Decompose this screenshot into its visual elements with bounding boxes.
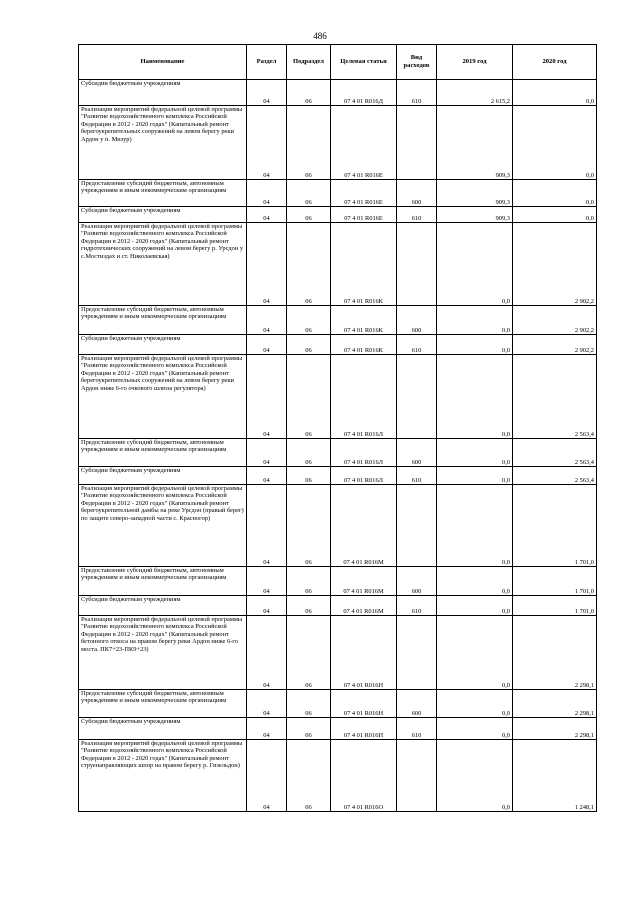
row-name: Реализация мероприятий федеральной целевой программы "Развитие водохозяйственного комплекса Российской Федерации в 2012 - 2020 годах" (Капитальный ремонт берегоукрепительных сооружений на левом берегу реки Ардон ниже 6-го очкового шлюза регулятора)	[79, 355, 247, 439]
row-section: 04	[247, 690, 287, 718]
row-2020: 2 563,4	[513, 439, 597, 467]
row-kind: 610	[397, 596, 437, 616]
row-2019: 909,3	[437, 207, 513, 223]
row-2019: 0,0	[437, 718, 513, 740]
row-kind: 610	[397, 467, 437, 485]
row-kind: 600	[397, 690, 437, 718]
row-name: Предоставление субсидий бюджетным, автономным учреждениям и иным некоммерческим организациям	[79, 439, 247, 467]
row-subsection: 06	[287, 718, 331, 740]
row-2020: 1 701,0	[513, 596, 597, 616]
row-2020: 2 298,1	[513, 718, 597, 740]
row-kind: 610	[397, 207, 437, 223]
row-name: Реализация мероприятий федеральной целевой программы "Развитие водохозяйственного комплекса Российской Федерации в 2012 - 2020 годах" (Капитальный ремонт берегоукрепительной дамбы на реке Урсдон (правый берег) по защите северо-западной части с. Красногор)	[79, 485, 247, 567]
row-2019: 909,3	[437, 180, 513, 207]
row-target: 07 4 01 R016М	[331, 485, 397, 567]
table-row	[79, 740, 597, 812]
row-kind	[397, 740, 437, 812]
header-target: Целевая статья	[331, 45, 397, 80]
row-kind	[397, 106, 437, 180]
row-subsection: 06	[287, 467, 331, 485]
row-subsection: 06	[287, 616, 331, 690]
row-name: Субсидии бюджетным учреждениям	[79, 207, 247, 223]
budget-table	[78, 44, 597, 812]
row-kind: 600	[397, 439, 437, 467]
row-2019: 0,0	[437, 567, 513, 596]
row-name: Субсидии бюджетным учреждениям	[79, 596, 247, 616]
page-number: 486	[313, 31, 327, 41]
row-target: 07 4 01 R016Е	[331, 180, 397, 207]
row-kind: 600	[397, 567, 437, 596]
row-2020: 1 248,1	[513, 740, 597, 812]
row-2019: 0,0	[437, 439, 513, 467]
row-subsection: 06	[287, 306, 331, 335]
row-subsection: 06	[287, 335, 331, 355]
row-subsection: 06	[287, 567, 331, 596]
table-row	[79, 80, 597, 106]
row-target: 07 4 01 R016К	[331, 335, 397, 355]
row-name: Реализация мероприятий федеральной целевой программы "Развитие водохозяйственного комплекса Российской Федерации в 2012 - 2020 годах" (Капитальный ремонт берегоукрепительных сооружений на левом берегу реки Ардон у п. Мизур)	[79, 106, 247, 180]
row-2020: 2 298,1	[513, 690, 597, 718]
row-2020: 2 902,2	[513, 335, 597, 355]
row-section: 04	[247, 439, 287, 467]
row-name: Реализация мероприятий федеральной целевой программы "Развитие водохозяйственного комплекса Российской Федерации в 2012 - 2020 годах" (Капитальный ремонт бетонного откоса на правом берегу реки Ардон ниже 6-го моста. ПК7+23-ПК9+23)	[79, 616, 247, 690]
row-2020: 2 298,1	[513, 616, 597, 690]
row-name: Реализация мероприятий федеральной целевой программы "Развитие водохозяйственного комплекса Российской Федерации в 2012 - 2020 годах" (Капитальный ремонт гидротехнических сооружений на левом берегу р. Урсдон у с.Мостиздах и ст. Николаевская)	[79, 223, 247, 306]
row-target: 07 4 01 R016Е	[331, 106, 397, 180]
table-row	[79, 180, 597, 207]
table-row	[79, 306, 597, 335]
table-row	[79, 616, 597, 690]
row-subsection: 06	[287, 355, 331, 439]
header-2019: 2019 год	[437, 45, 513, 80]
table-row	[79, 335, 597, 355]
row-section: 04	[247, 718, 287, 740]
row-kind: 600	[397, 180, 437, 207]
row-kind	[397, 223, 437, 306]
row-section: 04	[247, 485, 287, 567]
row-2019: 0,0	[437, 690, 513, 718]
table-row	[79, 106, 597, 180]
table-row	[79, 207, 597, 223]
row-kind: 600	[397, 306, 437, 335]
row-2020: 0,0	[513, 180, 597, 207]
row-2019: 0,0	[437, 335, 513, 355]
row-kind	[397, 485, 437, 567]
header-subsection: Подраздел	[287, 45, 331, 80]
row-section: 04	[247, 80, 287, 106]
row-2020: 1 701,0	[513, 567, 597, 596]
header-kind: Вид расходов	[397, 45, 437, 80]
row-target: 07 4 01 R016Л	[331, 355, 397, 439]
row-subsection: 06	[287, 690, 331, 718]
row-section: 04	[247, 740, 287, 812]
row-2019: 0,0	[437, 355, 513, 439]
row-2020: 2 563,4	[513, 467, 597, 485]
row-kind: 610	[397, 718, 437, 740]
row-target: 07 4 01 R016Д	[331, 80, 397, 106]
row-name: Субсидии бюджетным учреждениям	[79, 335, 247, 355]
header-section: Раздел	[247, 45, 287, 80]
row-subsection: 06	[287, 740, 331, 812]
row-name: Предоставление субсидий бюджетным, автономным учреждениям и иным некоммерческим организациям	[79, 690, 247, 718]
row-target: 07 4 01 R016Н	[331, 718, 397, 740]
row-2020: 0,0	[513, 106, 597, 180]
row-target: 07 4 01 R016М	[331, 567, 397, 596]
row-name: Предоставление субсидий бюджетным, автономным учреждениям и иным некоммерческим организациям	[79, 180, 247, 207]
row-target: 07 4 01 R016Е	[331, 207, 397, 223]
row-2019: 909,3	[437, 106, 513, 180]
row-section: 04	[247, 467, 287, 485]
row-subsection: 06	[287, 485, 331, 567]
row-2020: 1 701,0	[513, 485, 597, 567]
row-section: 04	[247, 180, 287, 207]
row-section: 04	[247, 596, 287, 616]
table-row	[79, 718, 597, 740]
row-2020: 2 902,2	[513, 223, 597, 306]
row-2019: 0,0	[437, 740, 513, 812]
row-target: 07 4 01 R016Н	[331, 690, 397, 718]
row-2019: 0,0	[437, 223, 513, 306]
row-section: 04	[247, 355, 287, 439]
row-2020: 2 902,2	[513, 306, 597, 335]
row-subsection: 06	[287, 439, 331, 467]
table-row	[79, 355, 597, 439]
row-2020: 0,0	[513, 80, 597, 106]
row-name: Субсидии бюджетным учреждениям	[79, 80, 247, 106]
row-kind	[397, 355, 437, 439]
row-target: 07 4 01 R016К	[331, 306, 397, 335]
table-row	[79, 467, 597, 485]
table-row	[79, 690, 597, 718]
row-section: 04	[247, 207, 287, 223]
table-row	[79, 223, 597, 306]
table-row	[79, 439, 597, 467]
row-target: 07 4 01 R016Л	[331, 439, 397, 467]
row-target: 07 4 01 R016К	[331, 223, 397, 306]
table-row	[79, 485, 597, 567]
header-name: Наименование	[79, 45, 247, 80]
row-section: 04	[247, 567, 287, 596]
row-name: Предоставление субсидий бюджетным, автономным учреждениям и иным некоммерческим организациям	[79, 306, 247, 335]
row-kind: 610	[397, 80, 437, 106]
row-name: Реализация мероприятий федеральной целевой программы "Развитие водохозяйственного комплекса Российской Федерации в 2012 - 2020 годах" (Капитальный ремонт струенаправляющих шпор на правом берегу р. Гизельдон)	[79, 740, 247, 812]
row-subsection: 06	[287, 80, 331, 106]
row-subsection: 06	[287, 180, 331, 207]
table-row	[79, 567, 597, 596]
row-kind: 610	[397, 335, 437, 355]
row-subsection: 06	[287, 106, 331, 180]
row-subsection: 06	[287, 207, 331, 223]
row-target: 07 4 01 R016Н	[331, 616, 397, 690]
row-2019: 0,0	[437, 485, 513, 567]
row-2019: 0,0	[437, 616, 513, 690]
row-subsection: 06	[287, 223, 331, 306]
row-2019: 0,0	[437, 306, 513, 335]
table-header-row	[79, 45, 597, 80]
row-target: 07 4 01 R016М	[331, 596, 397, 616]
row-2019: 2 615,2	[437, 80, 513, 106]
row-section: 04	[247, 616, 287, 690]
row-subsection: 06	[287, 596, 331, 616]
row-target: 07 4 01 R016О	[331, 740, 397, 812]
table-row	[79, 596, 597, 616]
row-name: Субсидии бюджетным учреждениям	[79, 718, 247, 740]
row-2020: 2 563,4	[513, 355, 597, 439]
row-2020: 0,0	[513, 207, 597, 223]
row-2019: 0,0	[437, 596, 513, 616]
row-section: 04	[247, 335, 287, 355]
header-2020: 2020 год	[513, 45, 597, 80]
row-name: Субсидии бюджетным учреждениям	[79, 467, 247, 485]
row-name: Предоставление субсидий бюджетным, автономным учреждениям и иным некоммерческим организациям	[79, 567, 247, 596]
row-2019: 0,0	[437, 467, 513, 485]
row-section: 04	[247, 223, 287, 306]
row-section: 04	[247, 306, 287, 335]
row-target: 07 4 01 R016Л	[331, 467, 397, 485]
row-kind	[397, 616, 437, 690]
row-section: 04	[247, 106, 287, 180]
